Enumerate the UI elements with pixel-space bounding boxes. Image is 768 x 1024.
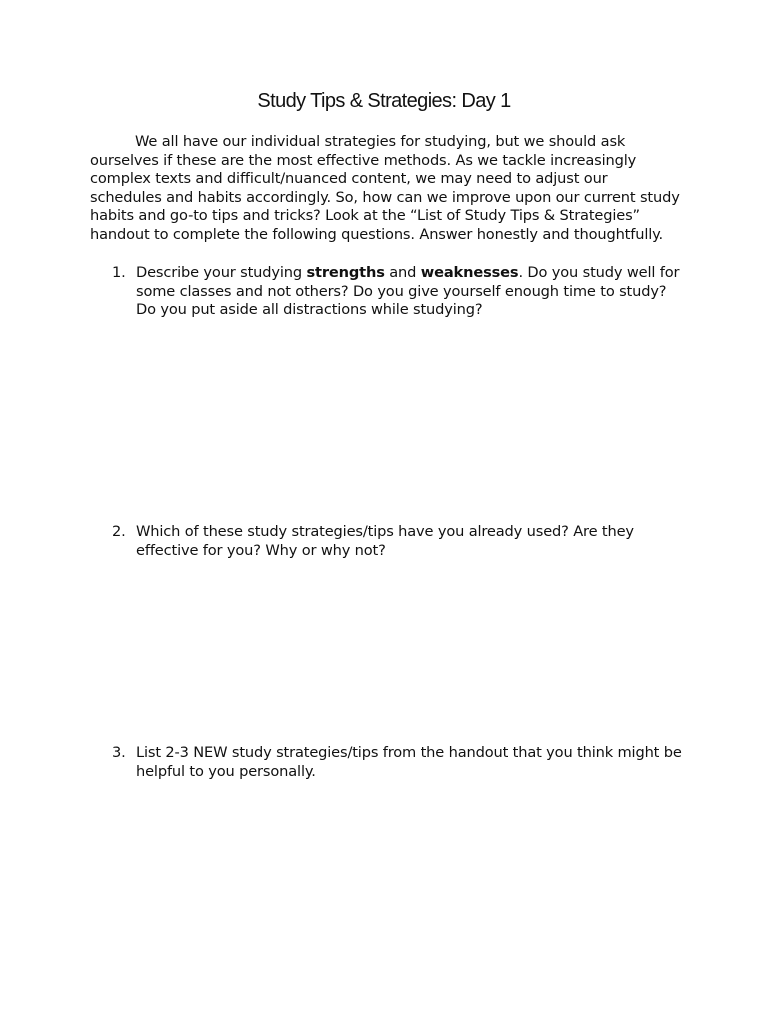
page-title: Study Tips & Strategies: Day 1: [257, 90, 511, 112]
question-text: List 2-3 NEW study strategies/tips from the handout that you think might be helpful to you personally.: [136, 744, 682, 780]
question-text-part: . Do you study well for some classes and not others? Do you give yourself enough time to study? Do you put aside all distractions while studying?: [136, 264, 680, 319]
question-1: [112, 264, 682, 320]
intro-paragraph: We all have our individual strategies for studying, but we should ask ourselves if these are the most effective methods. As we tackle increasingly complex texts and difficult/nuanced content, we may need to adjust our schedules and habits accordingly. So, how can we improve upon our current study habits and go-to tips and tricks? Look at the “List of Study Tips & Strategies” handout to complete the following questions. Answer honestly and thoughtfully.: [90, 133, 680, 243]
question-number: 1.: [112, 264, 126, 281]
question-number: 2.: [112, 523, 126, 540]
question-text-part: and: [384, 264, 421, 281]
emphasis-strengths: strengths: [306, 264, 385, 281]
question-text: [136, 264, 682, 320]
question-text: Which of these study strategies/tips have you already used? Are they effective for you? Why or why not?: [136, 523, 634, 559]
question-2: [112, 523, 682, 560]
emphasis-weaknesses: weaknesses: [420, 264, 519, 281]
question-3: [112, 744, 682, 781]
question-number: 3.: [112, 744, 126, 761]
question-text-part: Describe your studying: [136, 264, 307, 281]
